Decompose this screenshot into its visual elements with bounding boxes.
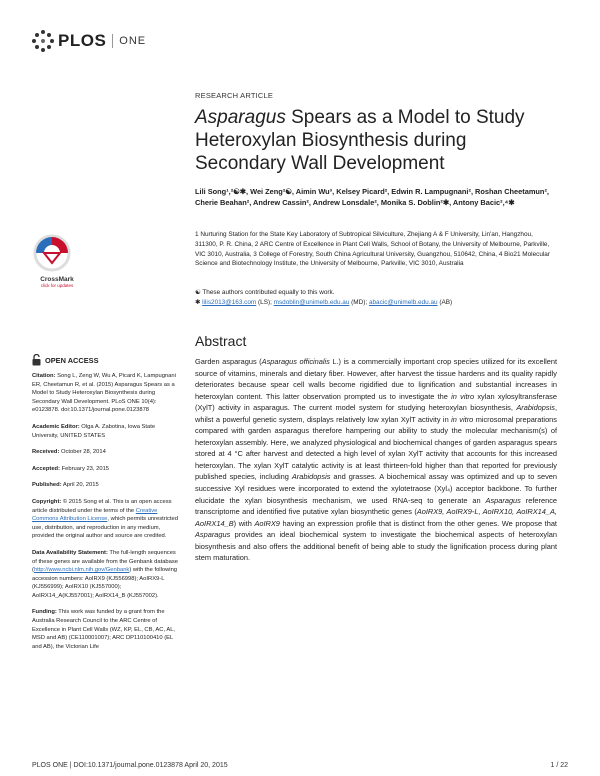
email-who-md: (MD); [349,298,369,306]
citation-text: Song L, Zeng W, Wu A, Picard K, Lampugnani ER, Cheetamun R, et al. (2015) Asparagus Spears as a Model to Study Heteroxylan Biosynthesis during Secondary Wall Development. PLoS ONE 10(4): e0123878. doi:10.1371/journal.pone.0123878 [32,373,176,414]
funding-text: This work was funded by a grant from the Australia Research Council to the ARC Centre of Excellence in Plant Cell Walls (WZ, KP, EL, CB, AC, AL, MSD and AB) (CE110001007); ARC DP110100410 (EL and AB), the Victorian Life [32,609,176,650]
data-text-1: The full-length sequences of these genes are available from the Genbank database ( [32,549,178,574]
received-label: Received: [32,449,60,456]
accepted-text: February 23, 2015 [60,465,110,472]
published-label: Published: [32,482,62,489]
citation-block [32,372,182,415]
funding-label: Funding: [32,609,57,616]
title-italic: Asparagus [195,107,286,128]
open-access-label: OPEN ACCESS [45,355,99,365]
copyright-label: Copyright: [32,498,62,505]
title-rest: Spears as a Model to Study Heteroxylan Biosynthesis during Secondary Wall Development [195,107,525,174]
page-footer [32,762,568,769]
crossmark-icon [32,233,72,275]
abs-seg: microsomal preparations compared with garden asparagus therefore hampering our ability to study the molecular mechanism(s) of heteroxylan assembly. Here, we analyzed physiological and biochemical changes of garden asparagus spears stored at 4 °C after harvest and detected a high level of xylan XylT activity that accounts for this increased heteroxylan. The xylan XylT catalytic activity is at least thirteen-fold higher than that reported for previously published species, including [195,414,557,482]
footer-citation: PLOS ONE | DOI:10.1371/journal.pone.0123878 April 20, 2015 [32,762,228,769]
affiliations: 1 Nurturing Station for the State Key Laboratory of Subtropical Silviculture, Zhejiang A & F University, Lin'an, Hangzhou, 311300, P. R. China, 2 ARC Centre of Excellence in Plant Cell Walls, School of Botany, the University of Melbourne, Parkville, VIC 3010, Australia, 3 College of Forestry, South China Agricultural University, Guangzhou, 510642, China, 4 Bio21 Molecular Science and Biotechnology Institute, the University of Melbourne, Parkville, VIC 3010, Australia [195,231,550,268]
abs-seg: L.) is a commercially important crop species utilized for its excellent source of vitamins, minerals and dietary fiber. However, after harvest the tissue hardens and its quality rapidly deteriorates because spear cell walls become rigidified due to lignification and substantial increases in heteroxylan content. This latter observation prompted us to investigate the [195,357,557,401]
author-list: Lili Song¹,²☯✱, Wei Zeng²☯, Aimin Wu³, Kelsey Picard², Edwin R. Lampugnani², Roshan Cheetamun², Cherie Beahan², Andrew Cassin², Andrew Lonsdale², Monika S. Doblin²✱, Antony Bacic²,⁴✱ [195,187,549,207]
open-access-badge [32,354,99,366]
abs-italic: in vitro [451,414,474,424]
editor-label: Academic Editor: [32,423,80,430]
abs-seg: Garden asparagus ( [195,357,262,366]
page-number: 1 / 22 [550,762,568,769]
email-link-ls[interactable]: lilis2013@163.com [202,298,257,306]
corresponding-mark: ✱ [195,298,201,306]
abs-seg: ) with [233,518,255,528]
article-type: RESEARCH ARTICLE [195,91,274,100]
abs-italic: Asparagus officinalis [261,357,330,366]
plos-one-logo [32,30,146,52]
abs-italic: AoIRX9 [254,518,280,528]
abs-seg: , whilst a powerful genetic system, displays relatively low xylan XylT activity in [195,403,557,424]
crossmark-subtext: click for updates [40,283,74,288]
abstract-heading: Abstract [195,333,247,349]
abs-seg: reference transcriptome and identified five putative xylan biosynthetic genes ( [195,495,557,517]
article-sidebar [32,372,182,659]
plos-dots-icon [32,30,54,52]
accepted-block [32,465,182,474]
published-text: April 20, 2015 [61,482,99,489]
article-title [195,106,555,175]
abs-seg: and grasses. A biochemical assay was optimized and up to seven successive Xyl residues were incorporated to extend the xylotetraose (Xyl₄) acceptor backbone. To further elucidate the xylan biosynthesis mechanism, we used RNA-seq to generate an [195,472,557,505]
abs-italic: Arabidopsis [291,472,331,482]
abs-italic: Arabidopsis [516,403,555,413]
data-availability-label: Data Availability Statement: [32,549,108,556]
journal-sub: ONE [119,35,147,47]
abs-seg: having an expression profile that is distinct from the other genes. We propose that [279,518,557,528]
genbank-link[interactable]: http://www.ncbi.nlm.nih.gov/Genbank [33,567,130,574]
received-text: October 28, 2014 [59,449,106,456]
crossmark-text: CrossMark [40,276,74,283]
email-who-ls: (LS); [256,298,274,306]
received-block [32,448,182,457]
crossmark-label [32,276,82,288]
copyright-text-2: , which permits unrestricted use, distribution, and reproduction in any medium, provided the original author and source are credited. [32,516,178,540]
copyright-block [32,498,182,541]
logo-separator [112,34,113,48]
abs-italic: Asparagus [195,530,231,540]
abs-italic: Asparagus [485,495,521,505]
citation-label: Citation: [32,373,56,379]
abstract-body [195,356,557,564]
abs-seg: provides an ideal biochemical system to investigate the biochemical aspects of heteroxylan biosynthesis and also offers the additional benefit of being able to study the lignification process during plant stem maturation. [195,530,557,563]
funding-block [32,608,182,651]
abs-italic: AoIRX9, AoIRX9-L, AoIRX10, AoIRX14_A, AoIRX14_B [195,507,557,528]
license-link[interactable]: Creative Commons Attribution License [32,507,158,523]
abs-italic: in vitro [451,391,475,401]
editor-block [32,423,182,440]
editor-text: Olga A. Zabotina, Iowa State University, UNITED STATES [32,423,156,439]
journal-name: PLOS [58,31,107,50]
open-lock-icon [32,354,41,366]
abs-seg: xylan xylosyltransferase (XylT) activity in asparagus. The current model system for studying heteroxylan biosynthesis, [195,391,557,413]
accepted-label: Accepted: [32,465,61,472]
email-link-ab[interactable]: abacic@unimelb.edu.au [368,298,438,306]
equal-contribution-note: ☯ These authors contributed equally to this work. [195,289,335,296]
author-notes [195,288,555,308]
correspondence-note [195,298,555,308]
data-availability-block [32,549,182,601]
email-who-ab: (AB) [437,298,453,306]
email-link-md[interactable]: msdoblin@unimelb.edu.au [273,298,350,306]
published-block [32,481,182,490]
data-text-2: ) with the following accession numbers: AoIRX9 (KJ556998); AoIRX9-L (KJ556999); AoIRX10 (KJ557000); AoIRX14_A(KJ557001); AoIRX14_B (KJ557002). [32,567,178,599]
copyright-text-1: © 2015 Song et al. This is an open access article distributed under the terms of the [32,498,172,514]
